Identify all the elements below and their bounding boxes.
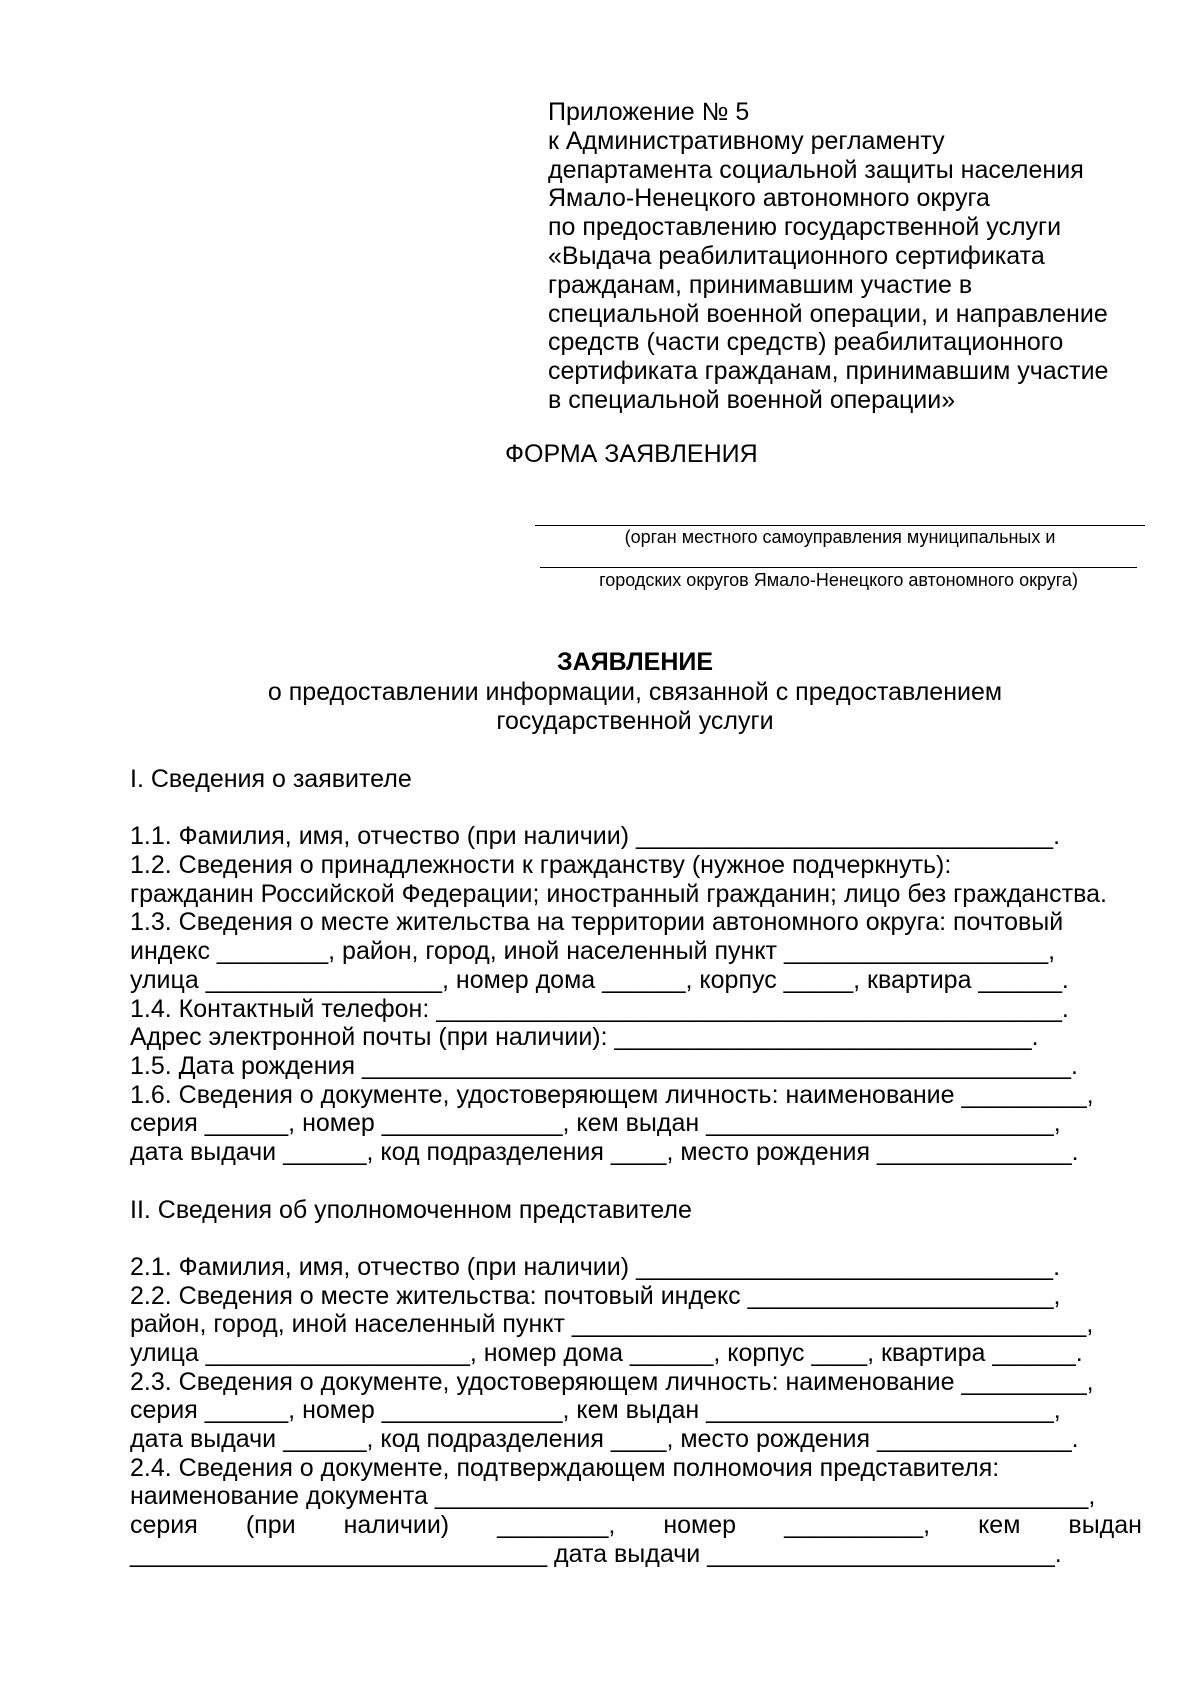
justified-word: серия xyxy=(130,1511,198,1539)
appendix-line: сертификата гражданам, принимавшим участие xyxy=(548,357,1109,386)
appendix-line: гражданам, принимавшим участие в xyxy=(548,270,973,299)
statement-subtitle: о предоставлении информации, связанной с предоставлением xyxy=(267,678,1003,706)
section-1-line: 1.3. Сведения о месте жительства на территории автономного округа: почтовый xyxy=(130,908,1064,936)
appendix-header xyxy=(548,98,1148,415)
section-2-line: ______________________________ дата выдачи _________________________. xyxy=(130,1540,1062,1568)
section-2-line: район, город, иной населенный пункт _____________________________________, xyxy=(130,1310,1094,1338)
section-2-line: 2.3. Сведения о документе, удостоверяющем личность: наименование _________, xyxy=(130,1368,1094,1396)
section-1-line: 1.1. Фамилия, имя, отчество (при наличии) ______________________________. xyxy=(130,822,1061,850)
appendix-line: средств (части средств) реабилитационного xyxy=(548,328,1064,357)
section-1-line: индекс ________, район, город, иной населенный пункт ___________________, xyxy=(130,937,1056,965)
org-caption-1: (орган местного самоуправления муниципальных и xyxy=(624,527,1056,547)
appendix-line: Ямало-Ненецкого автономного округа xyxy=(548,184,990,213)
appendix-line: в специальной военной операции» xyxy=(548,385,956,414)
appendix-line: Приложение № 5 xyxy=(548,98,750,126)
section-2-line: улица ___________________, номер дома ______, корпус ____, квартира ______. xyxy=(130,1339,1083,1367)
section-2-line: 2.1. Фамилия, имя, отчество (при наличии) ______________________________. xyxy=(130,1253,1061,1281)
section-1-line: 1.2. Сведения о принадлежности к гражданству (нужное подчеркнуть): xyxy=(130,851,952,879)
org-name-field-line-2[interactable] xyxy=(540,567,1137,568)
section-2-line: серия ______, номер _____________, кем выдан _________________________, xyxy=(130,1396,1061,1424)
section-1-line: улица _________________, номер дома ______, корпус _____, квартира ______. xyxy=(130,966,1069,994)
section-1-line: гражданин Российской Федерации; иностранный гражданин; лицо без гражданства. xyxy=(130,880,1107,908)
section-2-line: 2.2. Сведения о месте жительства: почтовый индекс ______________________, xyxy=(130,1282,1061,1310)
section-2-line: наименование документа _______________________________________________, xyxy=(130,1482,1096,1510)
justified-word: __________, xyxy=(784,1511,931,1539)
appendix-line: департамента социальной защиты населения xyxy=(548,155,1084,184)
section-1-line: дата выдачи ______, код подразделения ____, место рождения ______________. xyxy=(130,1138,1079,1166)
justified-word: (при xyxy=(245,1511,296,1539)
section-1-line: серия ______, номер _____________, кем выдан _________________________, xyxy=(130,1109,1061,1137)
justified-word: кем xyxy=(978,1511,1021,1539)
section-1-title: I. Сведения о заявителе xyxy=(130,765,412,793)
section-2-justified-line xyxy=(130,1511,1142,1540)
org-caption-2: городских округов Ямало-Ненецкого автономного округа) xyxy=(599,570,1078,590)
org-name-field-line-1[interactable] xyxy=(535,525,1145,526)
section-1-line: 1.6. Сведения о документе, удостоверяющем личность: наименование _________, xyxy=(130,1081,1094,1109)
section-2-line: 2.4. Сведения о документе, подтверждающем полномочия представителя: xyxy=(130,1454,1000,1482)
justified-word: выдан xyxy=(1068,1511,1142,1539)
section-2-title: II. Сведения об уполномоченном представителе xyxy=(130,1196,692,1224)
section-1-line: 1.4. Контактный телефон: _____________________________________________. xyxy=(130,995,1069,1023)
form-title: ФОРМА ЗАЯВЛЕНИЯ xyxy=(505,440,758,468)
appendix-line: специальной военной операции, и направление xyxy=(548,299,1108,328)
section-2-line: дата выдачи ______, код подразделения ____, место рождения ______________. xyxy=(130,1425,1079,1453)
statement-title: ЗАЯВЛЕНИЕ xyxy=(556,648,714,676)
justified-word: наличии) xyxy=(343,1511,450,1539)
statement-subtitle: государственной услуги xyxy=(496,707,774,735)
section-1-line: Адрес электронной почты (при наличии): ______________________________. xyxy=(130,1023,1039,1051)
appendix-line: «Выдача реабилитационного сертификата xyxy=(548,241,1045,270)
justified-word: ________, xyxy=(497,1511,616,1539)
justified-word: номер xyxy=(663,1511,737,1539)
appendix-line: к Административному регламенту xyxy=(548,126,945,155)
appendix-line: по предоставлению государственной услуги xyxy=(548,213,1062,242)
section-1-line: 1.5. Дата рождения ___________________________________________________. xyxy=(130,1052,1078,1080)
